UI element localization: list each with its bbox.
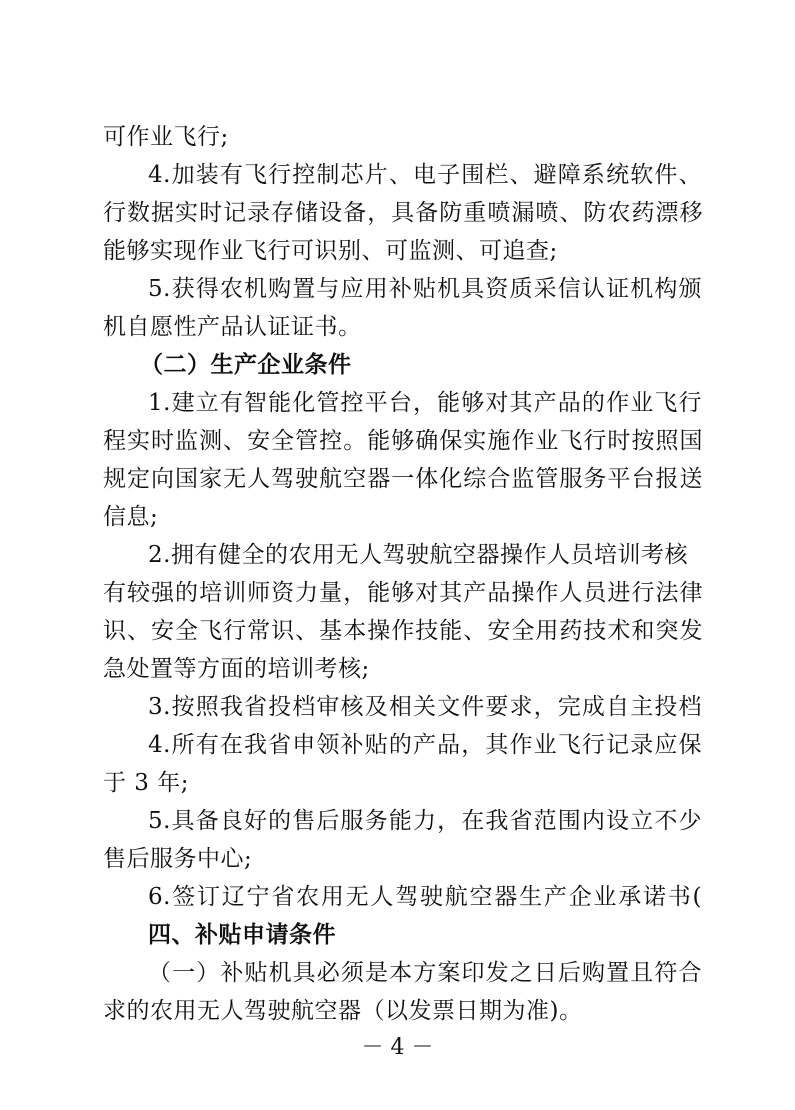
text-line-19: 5.具备良好的售后服务能力，在我省范围内设立不少: [148, 808, 702, 834]
text-line-15: 急处置等方面的培训考核;: [103, 656, 370, 682]
text-line-12: 2.拥有健全的农用无人驾驶航空器操作人员培训考核: [148, 542, 688, 568]
section-heading-subsidy-conditions: 四、补贴申请条件: [148, 921, 336, 948]
section-heading-production-conditions: （二）生产企业条件: [140, 351, 352, 378]
text-line-23: （一）补贴机具必须是本方案印发之日后购置且符合: [148, 960, 702, 986]
text-line-5: 5.获得农机购置与应用补贴机具资质采信认证机构颁: [148, 276, 702, 302]
text-line-13: 有较强的培训师资力量，能够对其产品操作人员进行法律: [103, 580, 703, 606]
text-line-2: 4.加装有飞行控制芯片、电子围栏、避障系统软件、: [148, 162, 702, 188]
text-line-10: 规定向国家无人驾驶航空器一体化综合监管服务平台报送: [103, 466, 703, 492]
text-line-11: 信息;: [103, 504, 159, 530]
text-line-17: 4.所有在我省申领补贴的产品，其作业飞行记录应保: [148, 732, 702, 758]
text-line-21: 6.签订辽宁省农用无人驾驶航空器生产企业承诺书(: [148, 884, 702, 910]
text-line-24: 求的农用无人驾驶航空器（以发票日期为准)。: [103, 998, 583, 1024]
text-line-9: 程实时监测、安全管控。能够确保实施作业飞行时按照国: [103, 428, 703, 454]
text-line-20: 售后服务中心;: [103, 846, 253, 872]
text-line-8: 1.建立有智能化管控平台，能够对其产品的作业飞行: [148, 390, 702, 416]
page-number: － 4 －: [361, 1035, 434, 1060]
text-line-16: 3.按照我省投档审核及相关文件要求，完成自主投档: [148, 694, 702, 720]
text-line-1: 可作业飞行;: [103, 124, 229, 150]
text-line-3: 行数据实时记录存储设备，具备防重喷漏喷、防农药漂移: [103, 200, 703, 226]
text-line-6: 机自愿性产品认证证书。: [103, 314, 362, 340]
text-line-14: 识、安全飞行常识、基本操作技能、安全用药技术和突发: [103, 618, 703, 644]
text-line-18: 于 3 年;: [103, 770, 190, 796]
text-line-4: 能够实现作业飞行可识别、可监测、可追查;: [103, 238, 558, 264]
